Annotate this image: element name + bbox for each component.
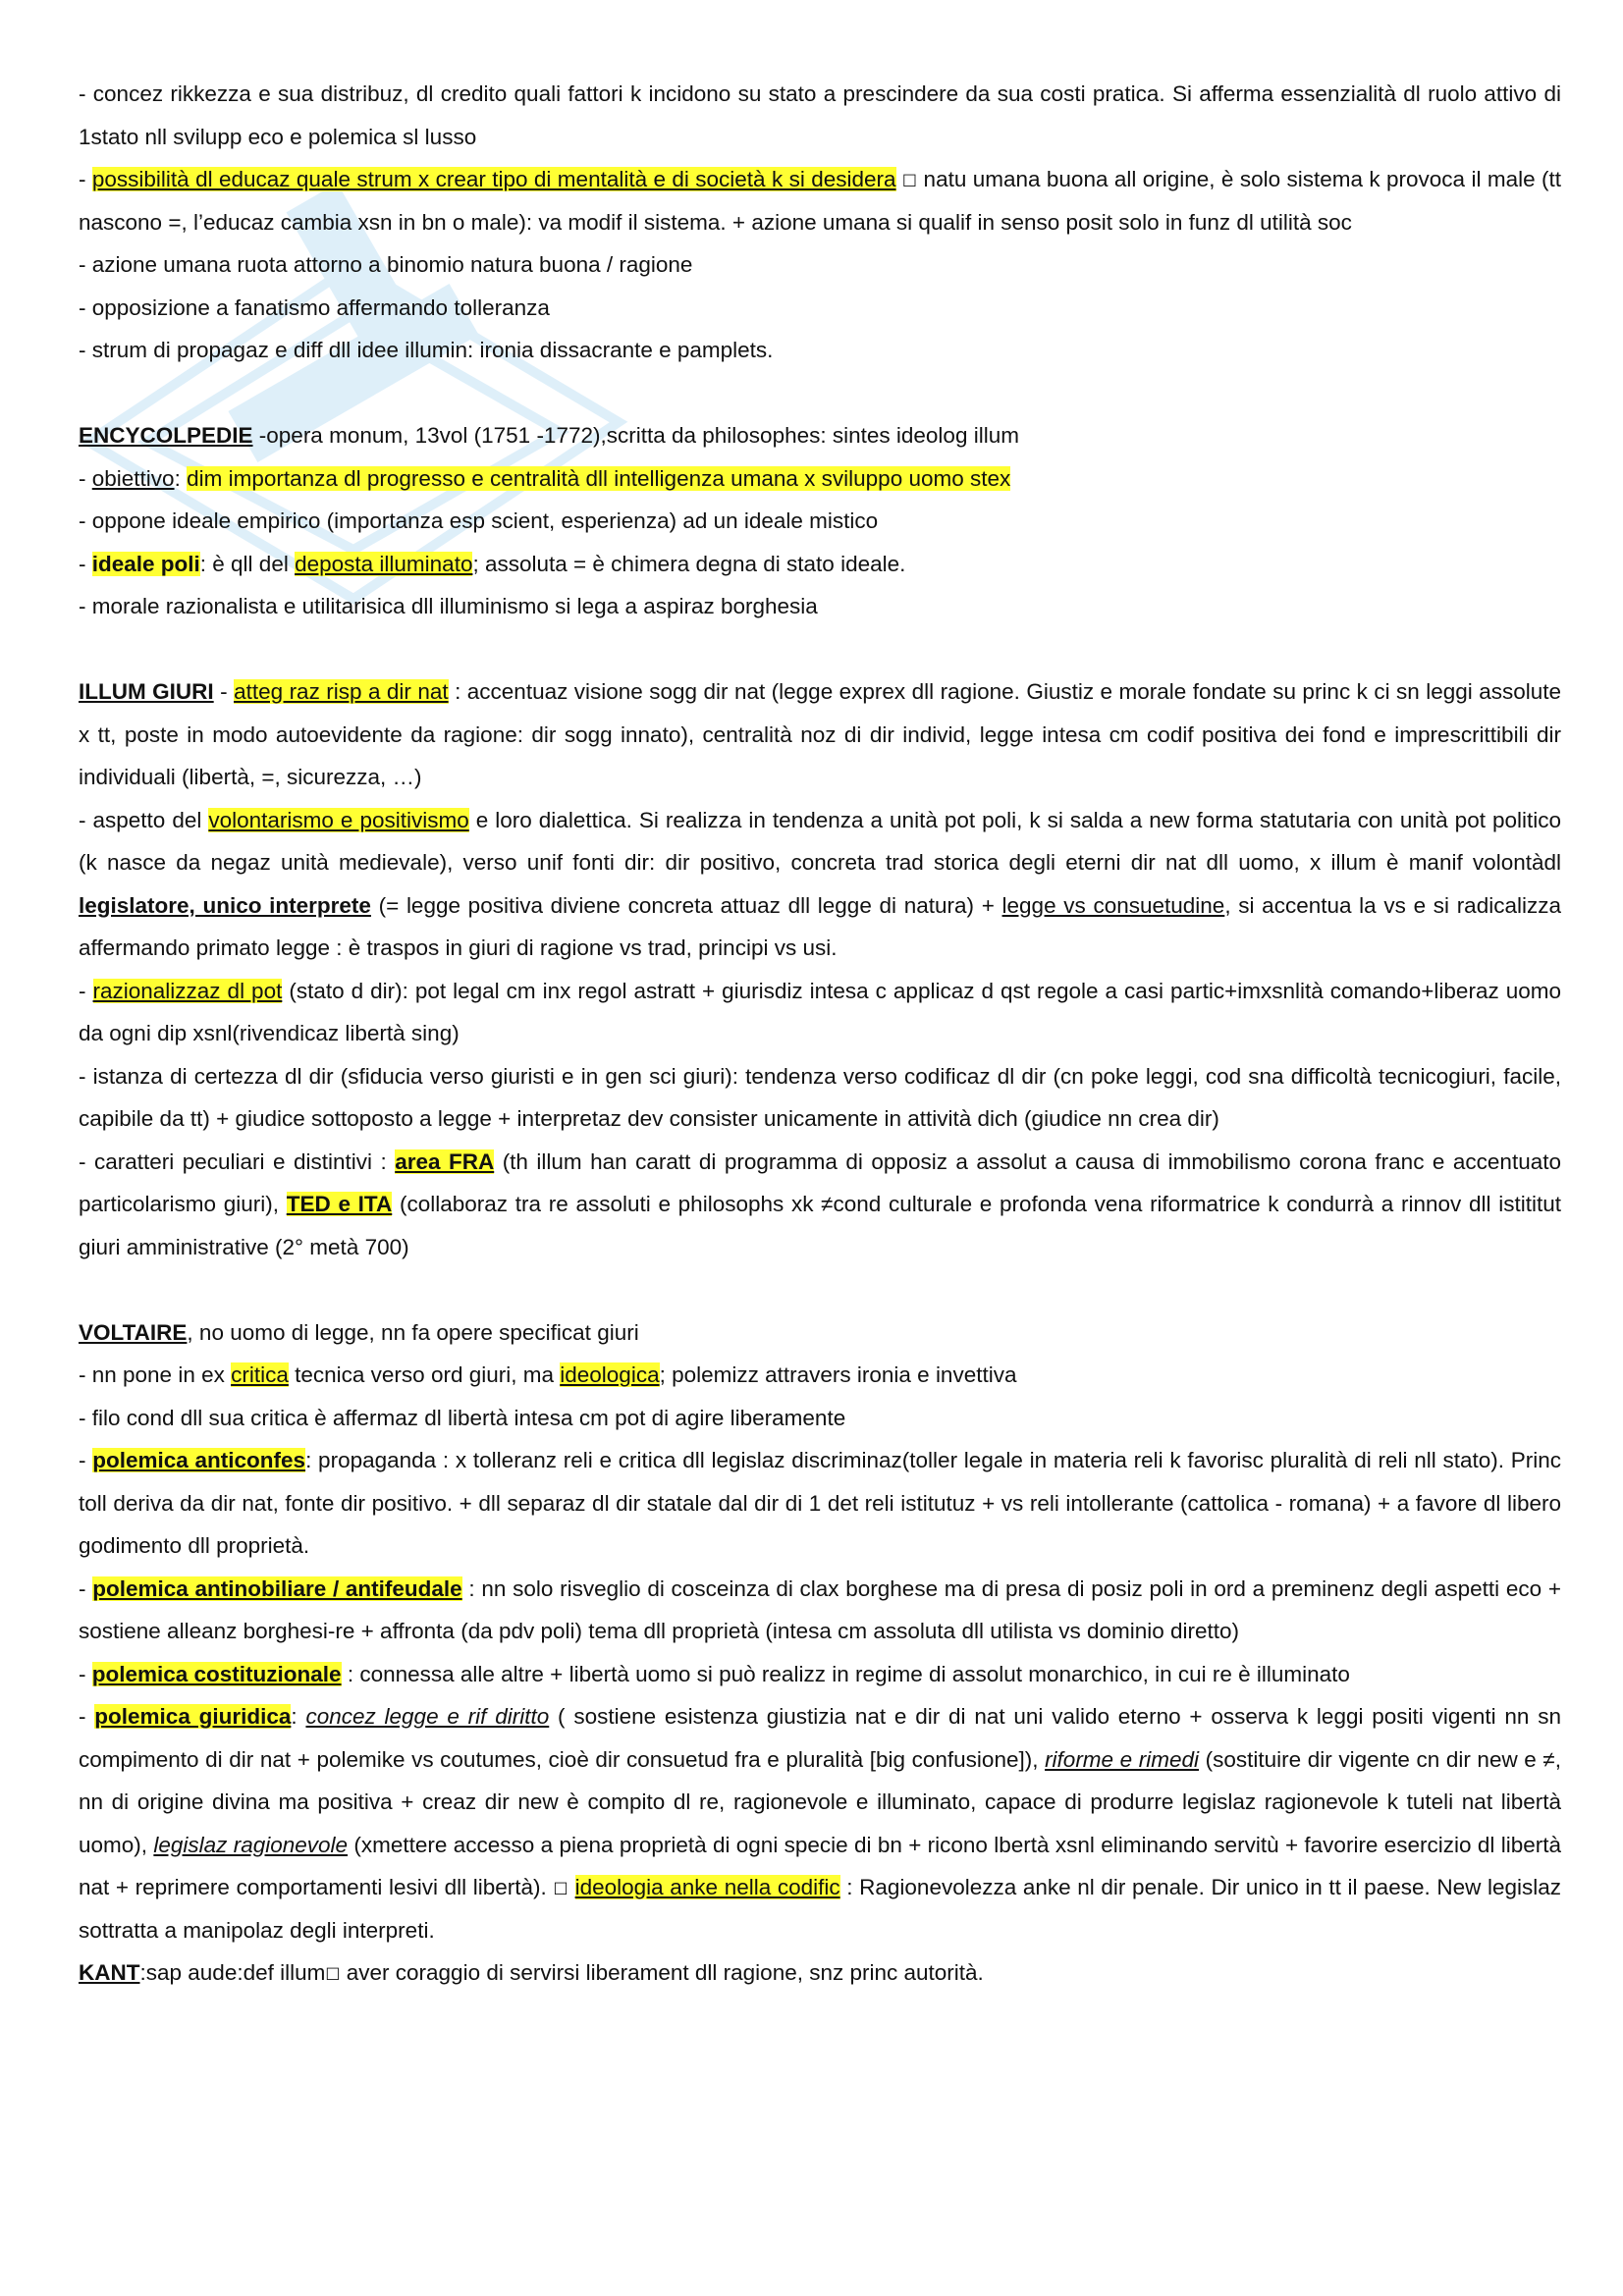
legislaz-ragionevole-label: legislaz ragionevole — [153, 1832, 349, 1857]
giuri-p2-a: - aspetto del — [79, 807, 209, 832]
intro-line-2-rest: natu umana buona all origine, è solo sistema k provoca il male (tt nascono =, l’educaz cambia xsn in bn o male): va modif il sistema. + azione umana si qualif in senso posit solo in funz dl utilità soc — [79, 167, 1561, 235]
highlight-giuridica: polemica giuridica — [94, 1704, 292, 1729]
ency-line-5: - morale razionalista e utilitarisica dll illuminismo si lega a aspiraz borghesia — [79, 594, 818, 618]
giuri-p5-c: (collaboraz tra re assoluti e philosophs xk ≠cond culturale e profonda vena riformatrice k condurrà a rinnov dll istititut giuri amministrative (2° metà 700) — [79, 1192, 1561, 1259]
volt-line-5 — [79, 1568, 1561, 1653]
kant-line — [79, 1951, 1561, 1995]
highlight-educazione: possibilità dl educaz quale strum x crear tipo di mentalità e di società k si desidera — [91, 167, 896, 191]
giuri-p5-a: - caratteri peculiari e distintivi : — [79, 1148, 396, 1174]
dash: - — [79, 551, 92, 576]
legislatore-label: legislatore, unico interprete — [79, 892, 371, 918]
riforme-rimedi-label: riforme e rimedi — [1045, 1746, 1200, 1772]
dash: - — [79, 167, 92, 191]
colon: : — [291, 1704, 306, 1729]
volt-line-6 — [79, 1653, 1561, 1696]
ency-line-4-rest: ; assoluta = è chimera degna di stato ideale. — [472, 551, 906, 576]
giuri-paragraph-3 — [79, 970, 1561, 1055]
highlight-ted-ita: TED e ITA — [286, 1192, 393, 1216]
spacer — [79, 372, 1561, 415]
dash: - — [79, 465, 92, 491]
intro-line-4: - opposizione a fanatismo affermando tolleranza — [79, 294, 550, 320]
colon: : — [174, 465, 188, 491]
dash: - — [79, 1448, 93, 1472]
kant-a: :sap aude:def illum — [139, 1960, 326, 1985]
volt-l2-c: ; polemizz attravers ironia e invettiva — [659, 1362, 1017, 1387]
concez-legge-label: concez legge e rif diritto — [305, 1704, 550, 1729]
highlight-anticonfes: polemica anticonfes — [92, 1448, 306, 1472]
kant-title: KANT — [79, 1960, 140, 1985]
volt-l7-c: (xmettere accesso a piena proprietà di ogni specie di bn + ricono lbertà xsnl eliminando servitù + favorire esercizio dl libertà nat + reprimere comportamenti lesivi dll libertà). — [79, 1832, 1561, 1899]
volt-title-rest: , no uomo di legge, nn fa opere specificat giuri — [187, 1319, 639, 1345]
volt-l4-rest: : propaganda : x tolleranz reli e critica dll legislaz discriminaz(toller legale in materia reli k favorisc pluralità di reli nll stato). Princ toll deriva da dir nat, fonte dir positivo. + dll separaz dl dir statale dal dir di 1 det reli istitutuz + vs reli intollerante (cattolica - romana) + a favore dl libero godimento dll proprietà. — [79, 1448, 1561, 1558]
dash: - — [79, 1704, 95, 1729]
highlight-obiettivo: dim importanza dl progresso e centralità dll intelligenza umana x sviluppo uomo stex — [187, 465, 1011, 491]
kant-b: aver coraggio di servirsi liberament dll ragione, snz princ autorità. — [340, 1960, 984, 1985]
intro-line-2 — [79, 158, 1561, 243]
volt-l2-a: - nn pone in ex — [79, 1362, 232, 1387]
volt-line-4 — [79, 1439, 1561, 1568]
volt-line-7 — [79, 1695, 1561, 1951]
giuri-p2-b: e loro dialettica. Si realizza in tendenza a unità pot poli, k si salda a new forma statutaria con unità pot politico (k nasce da negaz unità medievale), verso unif fonti dir: dir positivo, concreta trad storica degli eterni dir nat dll uomo, x illum è manif volontàdl — [79, 807, 1562, 875]
dash: - — [79, 1661, 92, 1686]
giuri-paragraph-1 — [79, 670, 1561, 799]
legge-vs-consuetudine: legge vs consuetudine — [1001, 892, 1225, 918]
ency-title: ENCYCOLPEDIE — [79, 423, 253, 448]
ency-title-rest: -opera monum, 13vol (1751 -1772),scritta da philosophes: sintes ideolog illum — [252, 423, 1019, 448]
dash: - — [79, 978, 93, 1003]
giuri-paragraph-5 — [79, 1141, 1561, 1269]
ency-line-4-mid: : è qll del — [199, 551, 296, 576]
giuri-title: ILLUM GIURI — [79, 679, 214, 704]
volt-l7-b: (sostituire dir vigente cn dir new e ≠, nn di origine divina ma positiva + creaz dir new è compito dl re, ragionevole e illuminato, capace di produrre legislaz ragionevole k tuteli nat libertà uomo), — [79, 1746, 1561, 1857]
intro-line-5: - strum di propagaz e diff dll idee illumin: ironia dissacrante e pamplets. — [79, 338, 774, 362]
giuri-p1-rest: : accentuaz visione sogg dir nat (legge exprex dll ragione. Giustiz e morale fondate su princ k ci sn leggi assolute x tt, poste in modo autoevidente da ragione: dir sogg innato), centralità noz di dir individ, legge intesa cm codif positiva dei fond e imprescrittibili dir individuali (libertà, =, sicurezza, …) — [79, 679, 1562, 789]
volt-l7-d: : Ragionevolezza anke nl dir penale. Dir unico in tt il paese. New legislaz sottratta a manipolaz degli interpreti. — [79, 1875, 1562, 1943]
giuri-paragraph-4: - istanza di certezza dl dir (sfiducia verso giuristi e in gen sci giuri): tendenza verso codificaz dl dir (cn poke leggi, cod sna difficoltà tecnicogiuri, facile, capibile da tt) + giudice sottoposto a legge + interpretaz dev consister unicamente in attività dich (giudice nn crea dir) — [79, 1063, 1561, 1131]
ency-line-2 — [79, 457, 1561, 501]
highlight-atteg: atteg raz risp a dir nat — [234, 679, 449, 704]
volt-l6-rest: : connessa alle altre + libertà uomo si può realizz in regime di assolut monarchico, in cui re è illuminato — [341, 1661, 1350, 1686]
volt-l5-rest: : nn solo risveglio di cosceinza di clax borghese ma di presa di posiz poli in ord a preminenz degli aspetti eco + sostiene alleanz borghesi-re + affronta (da pdv poli) tema dll proprietà (intesa cm assoluta dll utilista vs dominio diretto) — [79, 1575, 1561, 1643]
arrow-icon: □ — [325, 1963, 341, 1982]
giuri-paragraph-2 — [79, 799, 1561, 970]
ency-line-3: - oppone ideale empirico (importanza esp scient, esperienza) ad un ideale mistico — [79, 508, 879, 533]
giuri-p2-d: , si accentua la vs e si radicalizza affermando primato legge : è traspos in giuri di ragione vs trad, principi vs usi. — [79, 892, 1561, 960]
intro-line-1: - concez rikkezza e sua distribuz, dl credito quali fattori k incidono su stato a prescindere da sua costi pratica. Si afferma essenzialità dl ruolo attivo di 1stato nll svilupp eco e polemica sl lusso — [79, 81, 1561, 149]
highlight-costituzionale: polemica costituzionale — [91, 1661, 342, 1686]
arrow-icon: □ — [901, 170, 918, 188]
spacer — [79, 1268, 1561, 1311]
ency-heading-line — [79, 414, 1561, 457]
highlight-ideologia-codific: ideologia anke nella codific — [574, 1875, 840, 1899]
dash: - — [213, 679, 235, 704]
highlight-volontarismo: volontarismo e positivismo — [208, 807, 469, 832]
volt-l2-b: tecnica verso ord giuri, ma — [288, 1362, 561, 1387]
volt-title: VOLTAIRE — [79, 1319, 188, 1345]
highlight-critica: critica — [231, 1362, 289, 1387]
volt-line-2 — [79, 1354, 1561, 1397]
giuri-p5-b: (th illum han caratt di programma di opposiz a assolut a causa di immobilismo corona franc e accentuato particolarismo giuri), — [79, 1148, 1561, 1216]
dash: - — [79, 1575, 93, 1601]
giuri-p3-rest: (stato d dir): pot legal cm inx regol astratt + giurisdiz intesa c applicaz d qst regole a casi partic+imxsnlità comando+liberaz uomo da ogni dip xsnl(rivendicaz libertà sing) — [79, 978, 1561, 1045]
document-page — [79, 73, 1561, 1995]
giuri-p2-c: (= legge positiva diviene concreta attuaz dll legge di natura) + — [370, 892, 1002, 918]
ency-line-4 — [79, 543, 1561, 586]
intro-line-3: - azione umana ruota attorno a binomio natura buona / ragione — [79, 252, 693, 277]
ideale-poli-label: ideale poli — [91, 551, 200, 576]
volt-l7-a: ( sostiene esistenza giustizia nat e dir di nat uni valido eterno + osserva k leggi positi vigenti nn sn compimento di dir nat + polemike vs coutumes, cioè dir consuetud fra e pluralità [big confusione]), — [79, 1704, 1561, 1772]
volt-heading-line — [79, 1311, 1561, 1355]
volt-line-3: - filo cond dll sua critica è affermaz dl libertà intesa cm pot di agire liberamente — [79, 1405, 846, 1430]
highlight-razionalizzaz: razionalizzaz dl pot — [92, 978, 283, 1003]
highlight-deposta: deposta illuminato — [295, 551, 473, 576]
arrow-icon: □ — [553, 1878, 568, 1896]
obiettivo-label: obiettivo — [91, 465, 175, 491]
spacer — [79, 628, 1561, 671]
highlight-area-fra: area FRA — [395, 1148, 495, 1174]
highlight-ideologica: ideologica — [560, 1362, 660, 1387]
highlight-antinobiliare: polemica antinobiliare / antifeudale — [92, 1575, 462, 1601]
